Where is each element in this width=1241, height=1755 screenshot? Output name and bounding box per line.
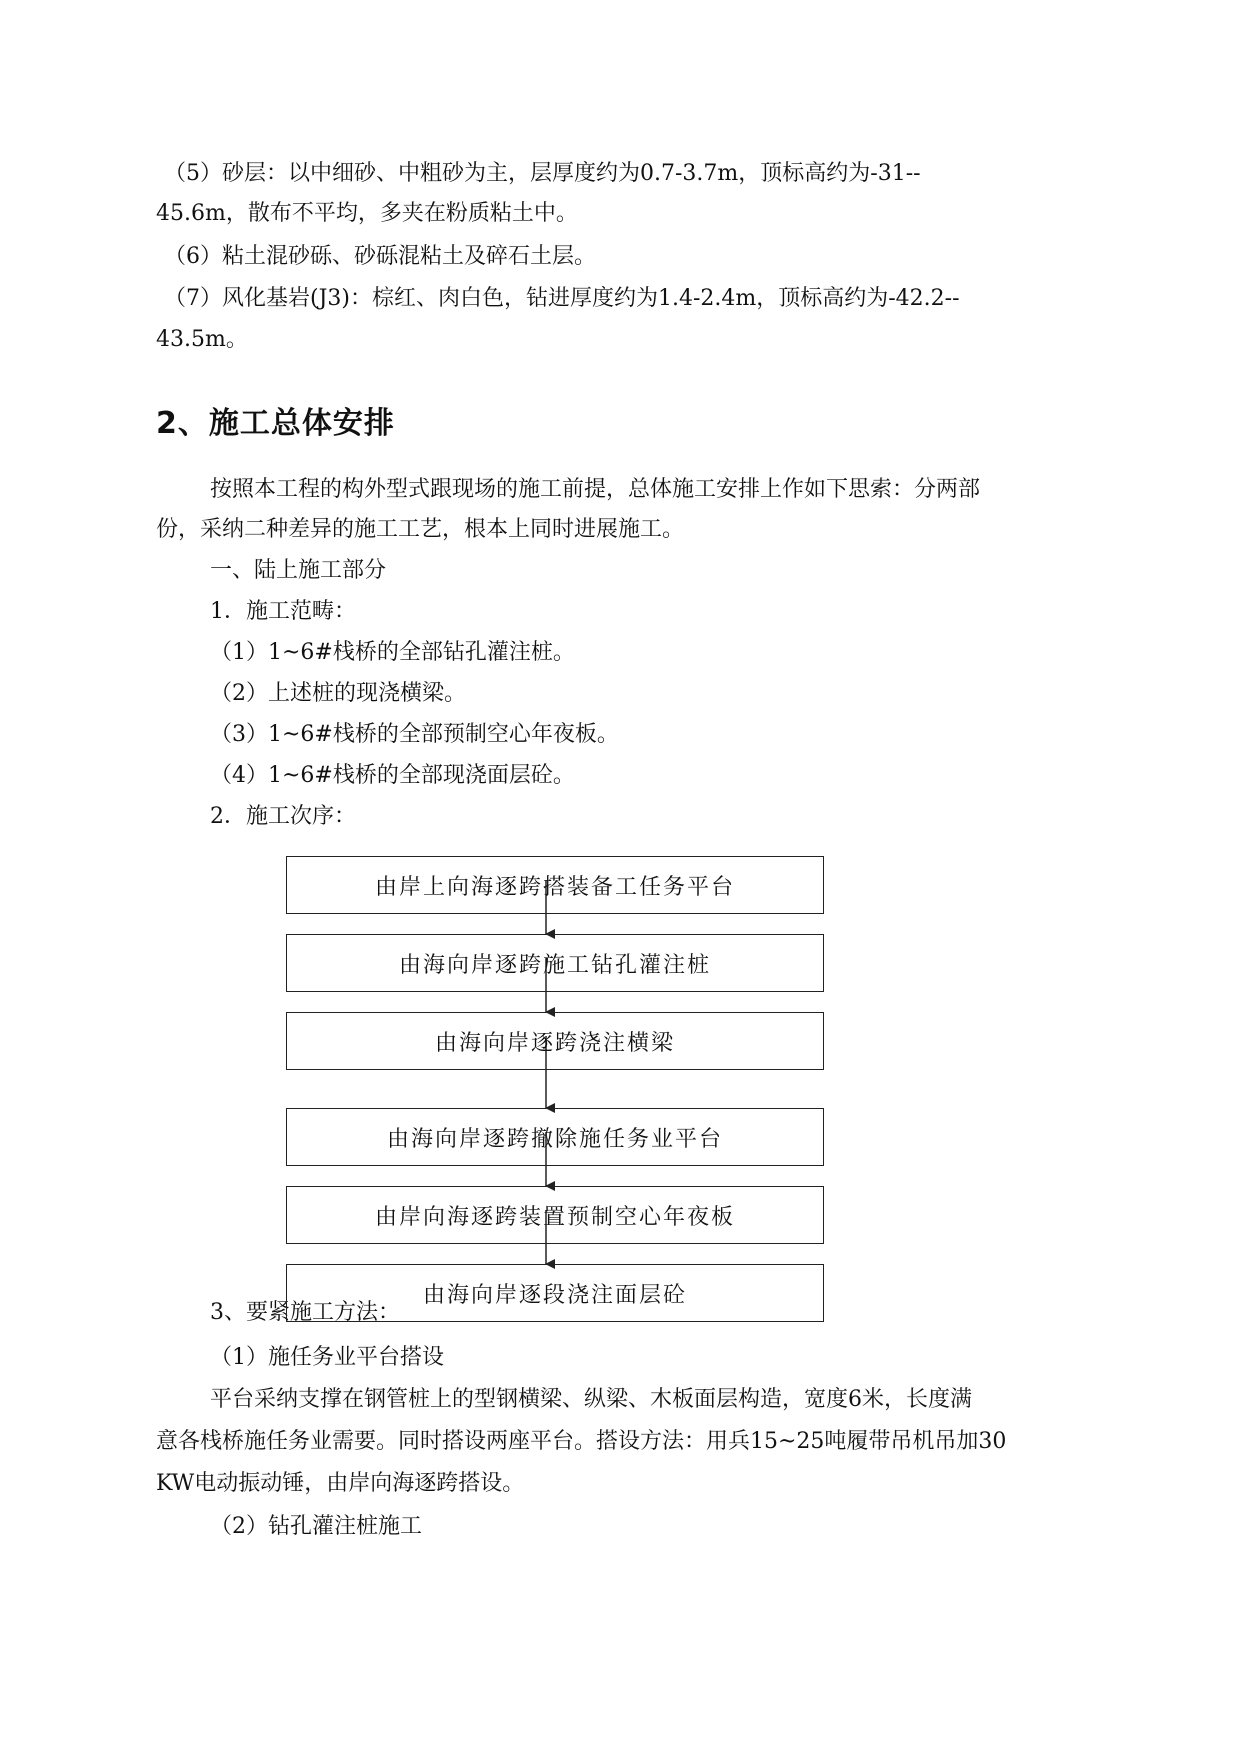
- method1-line-1: 平台采纳支撑在钢管桩上的型钢横梁、纵梁、木板面层构造，宽度6米，长度满: [210, 1387, 972, 1412]
- flow-step-1: 由岸上向海逐跨搭装备工任务平台: [286, 856, 824, 914]
- sequence-title: 2．施工次序：: [210, 804, 356, 829]
- soil-layer-6: （6）粘土混砂砾、砂砾混粘土及碎石土层。: [164, 244, 596, 269]
- method1-line-3: KW电动振动锤，由岸向海逐跨搭设。: [156, 1471, 525, 1496]
- intro-line-1: 按照本工程的构外型式跟现场的施工前提，总体施工安排上作如下思索：分两部: [210, 477, 981, 502]
- part1-title: 一、陆上施工部分: [210, 558, 387, 583]
- scope-item-3: （3）1~6#栈桥的全部预制空心年夜板。: [210, 722, 619, 747]
- flow-step-5: 由岸向海逐跨装置预制空心年夜板: [286, 1186, 824, 1244]
- flow-step-3: 由海向岸逐跨浇注横梁: [286, 1012, 824, 1070]
- soil-layer-7-line1: （7）风化基岩(J3)：棕红、肉白色，钻进厚度约为1.4-2.4m，顶标高约为-42.2--: [164, 286, 960, 311]
- method2-title: （2）钻孔灌注桩施工: [210, 1514, 422, 1539]
- scope-item-2: （2）上述桩的现浇横梁。: [210, 681, 466, 706]
- soil-layer-5-line1: （5）砂层：以中细砂、中粗砂为主，层厚度约为0.7-3.7m，顶标高约为-31--: [164, 161, 921, 186]
- scope-title: 1．施工范畴：: [210, 599, 356, 624]
- soil-layer-5-line2: 45.6m，散布不平均，多夹在粉质粘土中。: [156, 201, 578, 226]
- method1-title: （1）施任务业平台搭设: [210, 1345, 444, 1370]
- scope-item-1: （1）1~6#栈桥的全部钻孔灌注桩。: [210, 640, 575, 665]
- flow-step-4: 由海向岸逐跨撤除施任务业平台: [286, 1108, 824, 1166]
- scope-item-4: （4）1~6#栈桥的全部现浇面层砼。: [210, 763, 575, 788]
- section-heading: 2、施工总体安排: [156, 406, 395, 441]
- method1-line-2: 意各栈桥施任务业需要。同时搭设两座平台。搭设方法：用兵15~25吨履带吊机吊加30: [156, 1429, 1007, 1454]
- intro-line-2: 份，采纳二种差异的施工工艺，根本上同时进展施工。: [156, 517, 685, 542]
- flow-step-6: 由海向岸逐段浇注面层砼: [286, 1264, 824, 1322]
- flow-step-2: 由海向岸逐跨施工钻孔灌注桩: [286, 934, 824, 992]
- methods-title: 3、要紧施工方法：: [210, 1300, 400, 1325]
- soil-layer-7-line2: 43.5m。: [156, 327, 248, 352]
